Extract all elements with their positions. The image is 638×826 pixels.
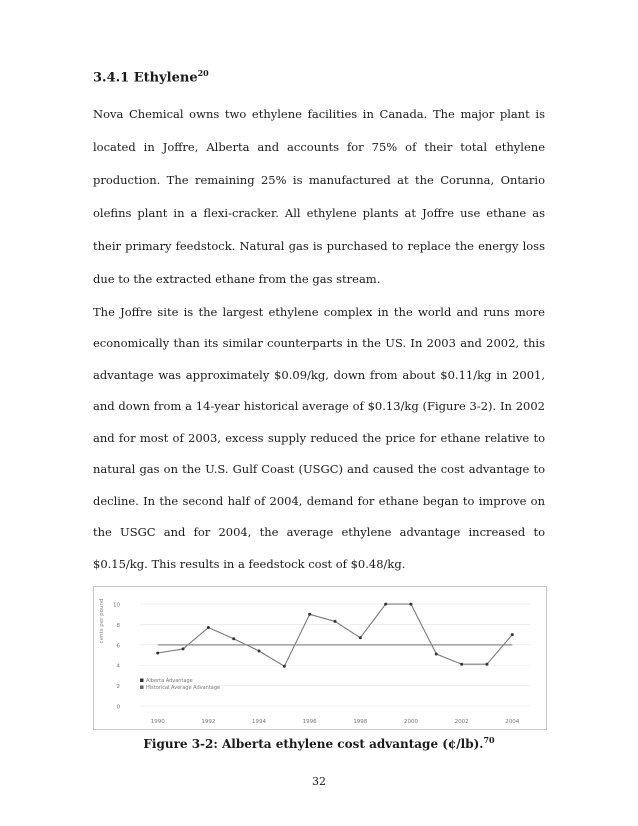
y-axis-label: cents per pound <box>99 598 105 644</box>
paragraph-line: economically than its similar counterparts in the US. In 2003 and 2002, this <box>93 336 545 350</box>
paragraph-line: Nova Chemical owns two ethylene facilities in Canada. The major plant is <box>93 107 545 121</box>
paragraph-line: The Joffre site is the largest ethylene complex in the world and runs more <box>93 305 545 319</box>
data-point <box>460 663 463 666</box>
paragraph-line: decline. In the second half of 2004, demand for ethane began to improve on <box>93 494 545 508</box>
x-tick-label: 1998 <box>353 719 368 725</box>
y-tick-label: 0 <box>116 704 120 711</box>
y-tick-label: 6 <box>116 643 120 650</box>
x-tick-label: 1990 <box>150 719 165 725</box>
data-point <box>511 633 514 636</box>
series-layer <box>156 603 514 668</box>
data-point <box>485 663 488 666</box>
x-tick-label: 1996 <box>302 719 317 725</box>
series-line-alberta-advantage <box>158 604 513 666</box>
paragraph-line: their primary feedstock. Natural gas is purchased to replace the energy loss <box>93 239 545 253</box>
section-heading <box>93 68 209 85</box>
data-point <box>283 665 286 668</box>
paragraph-line: natural gas on the U.S. Gulf Coast (USGC) and caused the cost advantage to <box>93 462 545 476</box>
data-point <box>334 620 337 623</box>
paragraph-line: and down from a 14-year historical average of $0.13/kg (Figure 3-2). In 2002 <box>93 399 545 413</box>
figure-caption-ref: 70 <box>483 735 495 745</box>
page-number: 32 <box>312 775 326 788</box>
y-tick-label: 2 <box>116 684 120 691</box>
paragraph-line: the USGC and for 2004, the average ethylene advantage increased to <box>93 525 545 539</box>
figure-chart <box>93 586 547 730</box>
data-point <box>435 653 438 656</box>
data-point <box>409 603 412 606</box>
data-point <box>308 613 311 616</box>
x-tick-label: 2002 <box>454 719 469 725</box>
figure-caption-text: Figure 3-2: Alberta ethylene cost advantage (¢/lb). <box>143 737 484 751</box>
legend-label: Alberta Advantage <box>146 678 193 684</box>
section-footnote-ref: 20 <box>197 68 209 78</box>
legend-marker <box>140 686 144 690</box>
paragraph-line: and for most of 2003, excess supply reduced the price for ethane relative to <box>93 431 545 445</box>
data-point <box>207 626 210 629</box>
data-point <box>232 637 235 640</box>
x-tick-label: 1992 <box>201 719 216 725</box>
paragraph-line: located in Joffre, Alberta and accounts for 75% of their total ethylene <box>93 140 545 154</box>
y-tick-label: 10 <box>113 602 120 609</box>
paragraph-line: advantage was approximately $0.09/kg, down from about $0.11/kg in 2001, <box>93 368 545 382</box>
data-point <box>258 649 261 652</box>
data-point <box>384 603 387 606</box>
legend-layer <box>140 678 220 691</box>
data-point <box>359 636 362 639</box>
legend-label: Historical Average Advantage <box>146 685 221 691</box>
paragraph-line: production. The remaining 25% is manufactured at the Corunna, Ontario <box>93 173 545 187</box>
paragraph-line: olefins plant in a flexi-cracker. All ethylene plants at Joffre use ethane as <box>93 206 545 220</box>
data-point <box>156 652 159 655</box>
y-tick-label: 4 <box>116 663 120 670</box>
x-tick-label: 1994 <box>252 719 267 725</box>
paragraph-line: $0.15/kg. This results in a feedstock cost of $0.48/kg. <box>93 557 406 571</box>
y-tick-label: 8 <box>116 622 120 629</box>
paragraph-line: due to the extracted ethane from the gas stream. <box>93 272 381 286</box>
line-chart <box>94 587 546 729</box>
section-title: Ethylene <box>133 70 198 86</box>
section-number: 3.4.1 <box>93 70 130 86</box>
figure-caption <box>0 735 638 751</box>
x-tick-label: 2004 <box>505 719 520 725</box>
data-point <box>182 647 185 650</box>
legend-marker <box>140 679 144 683</box>
x-tick-label: 2000 <box>403 719 418 725</box>
